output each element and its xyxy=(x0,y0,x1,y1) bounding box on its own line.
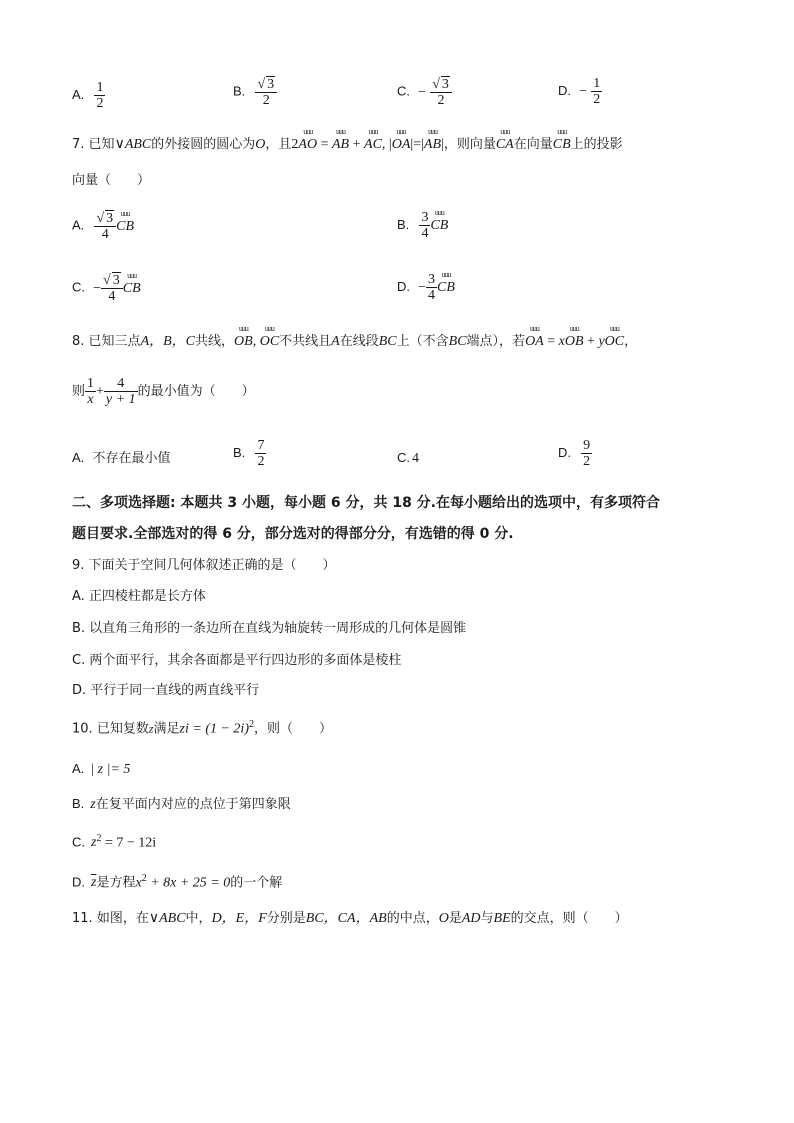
option-label: C. xyxy=(397,83,410,99)
option-label: B. xyxy=(233,83,246,99)
q8-option-a[interactable]: A. 不存在最小值 xyxy=(72,450,171,466)
fraction: $\frac{1}{2}$ xyxy=(96,80,104,111)
q9-option-b[interactable]: B. 以直角三角形的一条边所在直线为轴旋转一周形成的几何体是圆锥 xyxy=(72,621,467,636)
q8-option-d[interactable]: D. $\frac{9}{2}$ xyxy=(558,438,591,469)
q9-option-c[interactable]: C. 两个面平行，其余各面都是平行四边形的多面体是棱柱 xyxy=(72,653,402,668)
q9-option-a[interactable]: A. 正四棱柱都是长方体 xyxy=(72,589,206,604)
option-label: D. xyxy=(558,83,571,98)
q7-option-b[interactable]: B. $\frac{3}{4}$ uuu CB xyxy=(397,210,448,241)
q8-stem: 8. 已知三点A，B，C共线，uuu OB, uuu OC不共线且A在线段BC上（不含BC端点），若uuu OA = xuuu OB + yuuu OC， xyxy=(72,335,637,349)
q9-option-d[interactable]: D. 平行于同一直线的两直线平行 xyxy=(72,683,260,698)
q10-option-b[interactable]: B. z在复平面内对应的点位于第四象限 xyxy=(72,796,291,812)
q8-option-b[interactable]: B. $\frac{7}{2}$ xyxy=(233,438,265,469)
q10-option-a[interactable]: A. | z |= 5 xyxy=(72,761,131,777)
q10-option-d[interactable]: D. $\overline{z}$是方程$x^2 + 8x + 25 = 0$的一个解 xyxy=(72,873,283,891)
q9-stem: 9. 下面关于空间几何体叙述正确的是（ ） xyxy=(72,558,336,573)
q6-option-d[interactable]: D. − $\frac{1}{2}$ xyxy=(558,76,601,107)
q10-stem: 10. 已知复数z满足zi = $(1 - 2i)^2$，则（ ） xyxy=(72,719,332,737)
q10-option-c[interactable]: C. $z^2 = 7 - 12i$ xyxy=(72,833,157,851)
q11-stem: 11. 如图，在∨ABC中，D，E，F分别是BC，CA，AB的中点，O是AD与BE的交点，则（ ） xyxy=(72,911,628,926)
option-label: A. xyxy=(72,87,85,102)
q6-option-a[interactable] xyxy=(72,80,105,111)
section-heading: 二、多项选择题: 本题共 3 小题，每小题 6 分，共 18 分.在每小题给出的选项中，有多项符合 xyxy=(72,495,660,511)
q8-option-c[interactable]: C. 4 xyxy=(397,450,419,466)
q6-option-c[interactable]: C. − $\frac{√ 3}{2}$ xyxy=(397,76,452,108)
q7-stem: 7. 已知∨ABC的外接圆的圆心为O，且2uuu AO = uuu AB + uuu AC, |uuu OA|=|uuu AB|，则向量uuu CA在向量uuu CB上的投影 xyxy=(72,138,623,152)
q7-option-a[interactable]: A. $\frac{√ 3}{4}$ uuu CB xyxy=(72,210,134,242)
q8-stem-line2: 则 $\frac{1}{x}$ + $\frac{4}{y + 1}$ 的最小值为（ ） xyxy=(72,376,255,407)
q7-option-c[interactable]: C. − $\frac{√ 3}{4}$ uuu CB xyxy=(72,272,141,304)
fraction: $\frac{1}{2}$ xyxy=(593,76,601,107)
q7-option-d[interactable]: D. − $\frac{3}{4}$ uuu CB xyxy=(397,272,455,303)
fraction: $\frac{√ 3}{2}$ xyxy=(430,76,452,108)
q6-option-b[interactable] xyxy=(233,76,277,108)
section-heading-line2: 题目要求.全部选对的得 6 分，部分选对的得部分分，有选错的得 0 分. xyxy=(72,526,514,542)
fraction: $\frac{√ 3}{2}$ xyxy=(255,76,277,108)
q7-stem-line2: 向量（ ） xyxy=(72,173,151,188)
